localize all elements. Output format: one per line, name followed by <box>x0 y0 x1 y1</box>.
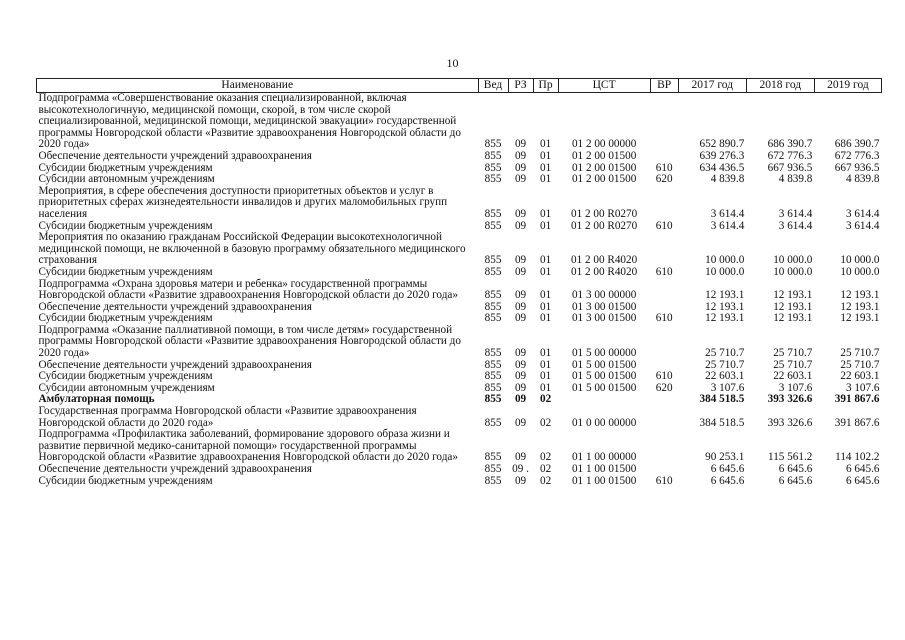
cell-2018: 6 645.6 <box>778 463 813 475</box>
cell-ved: 855 <box>484 381 502 394</box>
cell-ved: 855 <box>484 289 502 302</box>
cell-name: Субсидии бюджетным учреждениям <box>38 219 213 232</box>
cell-cst: 01 0 00 00000 <box>571 416 637 429</box>
cell-2019: 22 603.1 <box>840 370 880 383</box>
table-row <box>37 93 882 151</box>
cell-vr <box>650 325 678 360</box>
cell-vr <box>650 186 678 221</box>
table-row <box>37 186 882 221</box>
cell-cst: 01 3 00 01500 <box>571 312 637 325</box>
cell-2018: 115 561.2 <box>768 451 813 464</box>
cell-2018: 393 326.6 <box>767 393 813 406</box>
table-row <box>37 406 882 429</box>
cell-vr: 610 <box>655 219 673 232</box>
cell-pr: 01 <box>539 347 552 360</box>
header-2017: 2017 год <box>678 79 746 93</box>
cell-2018: 25 710.7 <box>773 347 813 360</box>
cell-ved: 855 <box>484 300 502 313</box>
cell-rz: 09 <box>514 451 527 464</box>
cell-name: Амбулаторная помощь <box>38 393 155 406</box>
cell-2017: 384 518.5 <box>699 393 745 406</box>
cell-2019: 25 710.7 <box>840 347 880 360</box>
cell-2018: 6 645.6 <box>778 474 813 487</box>
cell-pr: 01 <box>539 254 552 267</box>
cell-ved: 855 <box>484 474 502 487</box>
header-vr: ВР <box>650 79 678 93</box>
cell-name: Субсидии бюджетным учреждениям <box>38 370 213 383</box>
cell-2019: 672 776.3 <box>834 149 880 162</box>
cell-rz: 09 <box>514 289 527 302</box>
cell-ved: 855 <box>484 370 502 383</box>
cell-2019: 12 193.1 <box>840 312 880 325</box>
cell-rz: 09 <box>514 300 527 313</box>
cell-2019: 3 107.6 <box>845 381 880 394</box>
cell-name: Обеспечение деятельности учреждений здравоохранения <box>38 149 312 162</box>
cell-name: Подпрограмма «Оказание паллиативной помощи, в том числе детям» государственной программы Новгородской области «Развитие здравоохранения Новгородской области до 2020 года» <box>38 323 461 360</box>
cell-rz: 09 <box>514 254 527 267</box>
cell-pr: 01 <box>539 289 552 302</box>
cell-vr <box>650 394 678 406</box>
cell-2018: 10 000.0 <box>773 265 813 278</box>
cell-ved: 855 <box>484 265 502 278</box>
cell-pr: 02 <box>539 463 552 475</box>
cell-ved: 855 <box>484 207 502 220</box>
cell-rz: 09 <box>514 416 527 429</box>
cell-cst <box>558 394 650 406</box>
cell-pr: 01 <box>539 381 552 394</box>
cell-name: Подпрограмма «Совершенствование оказания специализированной, включая высокотехнологичную, медицинской помощи, скорой, в том числе скорой специализированной, медицинской помощи, медицинской эвакуации» государственной программы Новгородской области «Развитие здравоохранения Новгородской области до 2020 года» <box>38 92 461 151</box>
cell-2017: 3 614.4 <box>710 219 745 232</box>
cell-vr: 610 <box>655 370 673 383</box>
cell-2018: 12 193.1 <box>773 289 813 302</box>
cell-2017: 12 193.1 <box>705 312 745 325</box>
header-cst: ЦСТ <box>558 79 650 93</box>
cell-vr: 620 <box>655 381 673 394</box>
cell-ved: 855 <box>484 463 502 475</box>
cell-pr: 01 <box>539 312 552 325</box>
budget-table <box>36 78 882 487</box>
cell-2019: 667 936.5 <box>834 161 880 174</box>
cell-pr: 02 <box>539 416 552 429</box>
cell-2018: 4 839.8 <box>778 173 813 186</box>
cell-vr <box>650 464 678 476</box>
cell-vr: 610 <box>655 312 673 325</box>
cell-cst: 01 2 00 R4020 <box>571 254 638 267</box>
cell-vr: 610 <box>655 161 673 174</box>
cell-rz: 09 <box>514 173 527 186</box>
cell-rz: 09 <box>514 358 527 371</box>
cell-ved: 855 <box>484 161 502 174</box>
cell-2017: 639 276.3 <box>699 149 745 162</box>
cell-name: Субсидии бюджетным учреждениям <box>38 312 213 325</box>
cell-cst: 01 1 00 01500 <box>571 463 637 475</box>
cell-2017: 10 000.0 <box>705 265 745 278</box>
cell-2019: 3 614.4 <box>845 219 880 232</box>
table-body <box>37 93 882 488</box>
cell-ved: 855 <box>484 347 502 360</box>
cell-cst: 01 1 00 01500 <box>571 474 637 487</box>
cell-name: Обеспечение деятельности учреждений здравоохранения <box>38 358 312 371</box>
cell-2019: 10 000.0 <box>840 254 880 267</box>
table-row <box>37 383 882 395</box>
cell-name: Субсидии бюджетным учреждениям <box>38 474 213 487</box>
cell-2017: 3 614.4 <box>710 207 745 220</box>
cell-name: Субсидии бюджетным учреждениям <box>38 161 213 174</box>
cell-2018: 12 193.1 <box>773 312 813 325</box>
cell-name: Субсидии бюджетным учреждениям <box>38 265 213 278</box>
header-2019: 2019 год <box>814 79 881 93</box>
cell-ved: 855 <box>484 393 502 406</box>
header-rz: РЗ <box>508 79 533 93</box>
header-pr: Пр <box>533 79 558 93</box>
cell-rz: 09 <box>514 149 527 162</box>
cell-name: Обеспечение деятельности учреждений здравоохранения <box>38 300 312 313</box>
cell-2019: 6 645.6 <box>845 474 880 487</box>
cell-2017: 634 436.5 <box>699 161 745 174</box>
cell-pr: 01 <box>539 370 552 383</box>
table-row <box>37 325 882 360</box>
cell-2017: 4 839.8 <box>710 173 745 186</box>
cell-name: Мероприятия по оказанию гражданам Российской Федерации высокотехнологичной медицинской помощи, не включенной в базовую программу обязательного медицинского страхования <box>38 231 466 267</box>
cell-2017: 6 645.6 <box>710 474 745 487</box>
cell-pr: 02 <box>539 474 552 487</box>
cell-cst: 01 5 00 01500 <box>571 358 637 371</box>
cell-2019: 114 102.2 <box>835 451 880 464</box>
cell-name: Подпрограмма «Профилактика заболеваний, формирование здорового образа жизни и развитие первичной медико-санитарной помощи» государственной программы Новгородской области «Развитие здравоохранения Новгородской области до 2020 года» <box>38 428 458 464</box>
header-2018: 2018 год <box>746 79 814 93</box>
cell-2019: 6 645.6 <box>845 463 880 475</box>
cell-2018: 667 936.5 <box>767 161 813 174</box>
cell-2018: 25 710.7 <box>773 358 813 371</box>
cell-ved: 855 <box>484 416 502 429</box>
cell-2017: 6 645.6 <box>710 463 745 475</box>
cell-vr <box>650 151 678 163</box>
cell-pr: 01 <box>539 173 552 186</box>
cell-cst: 01 1 00 00000 <box>571 451 637 464</box>
cell-vr <box>650 406 678 429</box>
cell-name: Субсидии автономным учреждениям <box>38 381 215 394</box>
cell-2018: 10 000.0 <box>773 254 813 267</box>
cell-2019: 10 000.0 <box>840 265 880 278</box>
cell-2017: 3 107.6 <box>710 381 745 394</box>
cell-cst: 01 3 00 00000 <box>571 289 637 302</box>
cell-pr: 01 <box>539 149 552 162</box>
cell-rz: 09 <box>514 347 527 360</box>
cell-rz: 09 <box>514 161 527 174</box>
cell-rz: 09 <box>514 265 527 278</box>
cell-pr: 01 <box>539 358 552 371</box>
cell-2018: 686 390.7 <box>767 138 813 151</box>
cell-2019: 391 867.6 <box>834 393 880 406</box>
table-row <box>37 476 882 488</box>
cell-2018: 3 614.4 <box>778 219 813 232</box>
cell-2017: 12 193.1 <box>705 300 745 313</box>
cell-2019: 12 193.1 <box>840 289 880 302</box>
cell-cst: 01 5 00 01500 <box>571 381 637 394</box>
cell-2017: 25 710.7 <box>705 358 745 371</box>
table-row <box>37 232 882 267</box>
cell-vr: 620 <box>655 173 673 186</box>
cell-name: Субсидии автономным учреждениям <box>38 173 215 186</box>
cell-ved: 855 <box>484 149 502 162</box>
cell-cst: 01 5 00 00000 <box>571 347 637 360</box>
table-header-row <box>37 79 882 93</box>
cell-2019: 3 614.4 <box>845 207 880 220</box>
cell-vr <box>650 93 678 151</box>
cell-ved: 855 <box>484 254 502 267</box>
header-name: Наименование <box>37 79 479 93</box>
cell-2017: 652 890.7 <box>699 138 745 151</box>
cell-pr: 02 <box>539 451 552 464</box>
cell-ved: 855 <box>484 219 502 232</box>
cell-cst: 01 5 00 01500 <box>571 370 637 383</box>
cell-name: Обеспечение деятельности учреждений здравоохранения <box>38 463 312 475</box>
cell-cst: 01 2 00 R0270 <box>571 219 638 232</box>
cell-vr <box>650 232 678 267</box>
cell-2019: 25 710.7 <box>840 358 880 371</box>
cell-2018: 22 603.1 <box>773 370 813 383</box>
cell-2018: 672 776.3 <box>767 149 813 162</box>
cell-2019: 391 867.6 <box>834 416 880 429</box>
cell-pr: 02 <box>539 393 552 406</box>
cell-ved: 855 <box>484 173 502 186</box>
cell-rz: 09 <box>514 207 527 220</box>
cell-ved: 855 <box>484 312 502 325</box>
cell-pr: 01 <box>539 219 552 232</box>
cell-name: Подпрограмма «Охрана здоровья матери и ребенка» государственной программы Новгородской области «Развитие здравоохранения Новгородской области до 2020 года» <box>38 277 458 302</box>
cell-pr: 01 <box>539 300 552 313</box>
cell-ved: 855 <box>484 358 502 371</box>
cell-name: Мероприятия, в сфере обеспечения доступности приоритетных объектов и услуг в приоритетных сферах жизнедеятельности инвалидов и других маломобильных групп населения <box>38 184 448 220</box>
cell-cst: 01 3 00 01500 <box>571 300 637 313</box>
table-row <box>37 267 882 279</box>
cell-2018: 3 614.4 <box>778 207 813 220</box>
cell-vr: 610 <box>655 265 673 278</box>
cell-ved: 855 <box>484 451 502 464</box>
cell-2019: 686 390.7 <box>834 138 880 151</box>
table-row <box>37 464 882 476</box>
cell-2018: 393 326.6 <box>767 416 813 429</box>
cell-2017: 90 253.1 <box>705 451 745 464</box>
cell-pr: 01 <box>539 161 552 174</box>
cell-2017: 12 193.1 <box>705 289 745 302</box>
cell-2017: 384 518.5 <box>699 416 745 429</box>
cell-rz: 09 <box>514 219 527 232</box>
cell-rz: 09 <box>514 381 527 394</box>
header-ved: Вед <box>478 79 508 93</box>
table-row <box>37 429 882 464</box>
cell-2017: 10 000.0 <box>705 254 745 267</box>
cell-ved: 855 <box>484 138 502 151</box>
cell-cst: 01 2 00 R4020 <box>571 265 638 278</box>
cell-vr: 610 <box>655 474 673 487</box>
cell-pr: 01 <box>539 265 552 278</box>
cell-vr <box>650 279 678 302</box>
cell-name: Государственная программа Новгородской области «Развитие здравоохранения Новгородской области до 2020 года» <box>38 405 417 429</box>
cell-2018: 3 107.6 <box>778 381 813 394</box>
cell-rz: 09 <box>514 138 527 151</box>
cell-2019: 12 193.1 <box>840 300 880 313</box>
cell-rz: 09 <box>514 474 527 487</box>
table-row <box>37 174 882 186</box>
cell-rz: 09 <box>514 370 527 383</box>
cell-2019: 4 839.8 <box>845 173 880 186</box>
cell-2017: 25 710.7 <box>705 347 745 360</box>
cell-vr <box>650 429 678 464</box>
cell-2018: 12 193.1 <box>773 300 813 313</box>
table-row <box>37 151 882 163</box>
cell-pr: 01 <box>539 138 552 151</box>
cell-cst: 01 2 00 01500 <box>571 149 637 162</box>
cell-2017: 22 603.1 <box>705 370 745 383</box>
page-number: 10 <box>446 56 459 70</box>
cell-rz: 09 . <box>512 463 529 475</box>
cell-rz: 09 <box>514 393 527 406</box>
table-row <box>37 279 882 302</box>
cell-pr: 01 <box>539 207 552 220</box>
cell-cst: 01 2 00 01500 <box>571 161 637 174</box>
cell-cst: 01 2 00 00000 <box>571 138 637 151</box>
cell-cst: 01 2 00 R0270 <box>571 207 638 220</box>
cell-rz: 09 <box>514 312 527 325</box>
cell-cst: 01 2 00 01500 <box>571 173 637 186</box>
